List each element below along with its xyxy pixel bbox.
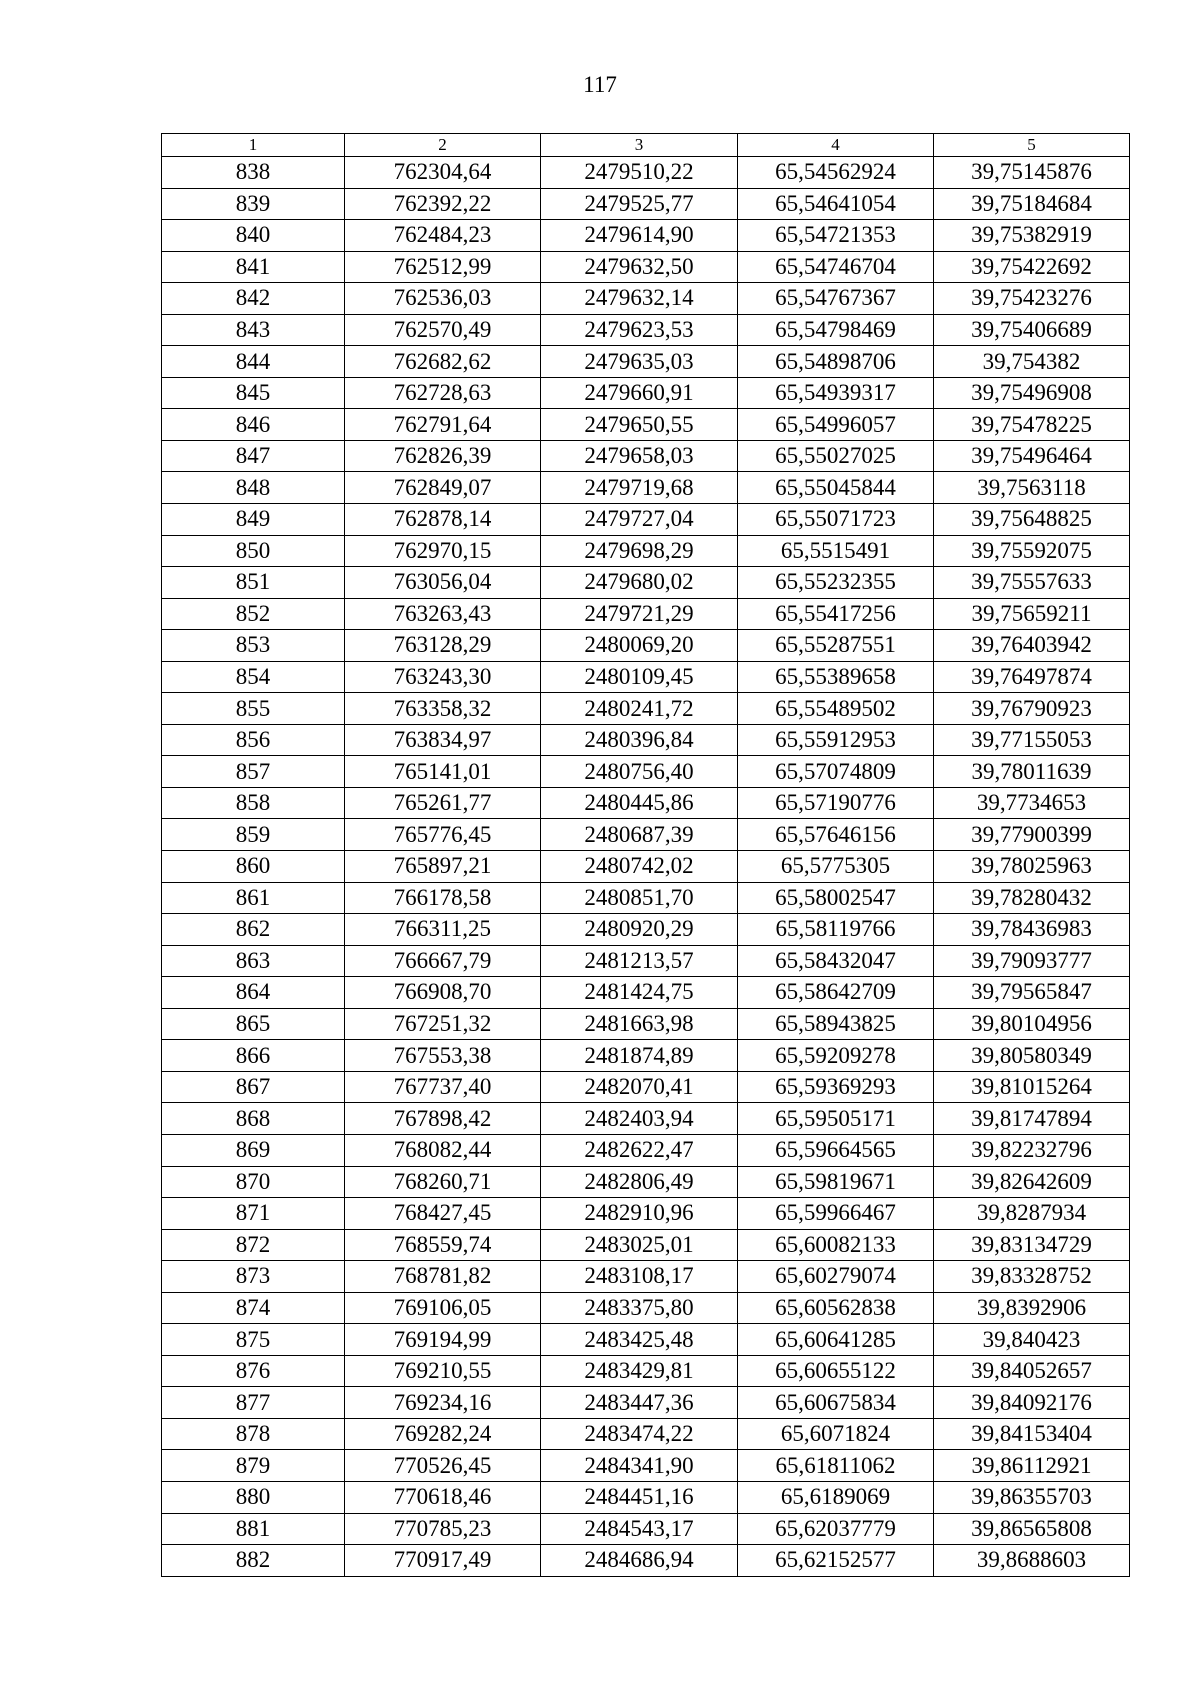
table-body bbox=[162, 157, 1130, 1577]
longitude-cell: 39,75496464 bbox=[934, 440, 1130, 472]
point-number-cell: 878 bbox=[162, 1418, 345, 1450]
x-coordinate-cell: 762826,39 bbox=[345, 440, 541, 472]
table-row bbox=[162, 945, 1130, 977]
y-coordinate-cell: 2480851,70 bbox=[541, 882, 738, 914]
latitude-cell: 65,55027025 bbox=[738, 440, 934, 472]
y-coordinate-cell: 2480742,02 bbox=[541, 851, 738, 883]
point-number-cell: 855 bbox=[162, 693, 345, 725]
table-row bbox=[162, 787, 1130, 819]
point-number-cell: 844 bbox=[162, 346, 345, 378]
longitude-cell: 39,75478225 bbox=[934, 409, 1130, 441]
table-row bbox=[162, 1418, 1130, 1450]
longitude-cell: 39,76790923 bbox=[934, 693, 1130, 725]
y-coordinate-cell: 2479658,03 bbox=[541, 440, 738, 472]
table-row bbox=[162, 1103, 1130, 1135]
y-coordinate-cell: 2479510,22 bbox=[541, 157, 738, 189]
longitude-cell: 39,75423276 bbox=[934, 283, 1130, 315]
x-coordinate-cell: 769106,05 bbox=[345, 1292, 541, 1324]
y-coordinate-cell: 2479719,68 bbox=[541, 472, 738, 504]
x-coordinate-cell: 765141,01 bbox=[345, 756, 541, 788]
table-row bbox=[162, 1292, 1130, 1324]
point-number-cell: 861 bbox=[162, 882, 345, 914]
column-header-4: 4 bbox=[738, 134, 934, 157]
latitude-cell: 65,55045844 bbox=[738, 472, 934, 504]
table-row bbox=[162, 598, 1130, 630]
latitude-cell: 65,60655122 bbox=[738, 1355, 934, 1387]
x-coordinate-cell: 762849,07 bbox=[345, 472, 541, 504]
table-row bbox=[162, 283, 1130, 315]
x-coordinate-cell: 767737,40 bbox=[345, 1071, 541, 1103]
point-number-cell: 879 bbox=[162, 1450, 345, 1482]
latitude-cell: 65,57190776 bbox=[738, 787, 934, 819]
table-row bbox=[162, 251, 1130, 283]
table-row bbox=[162, 1513, 1130, 1545]
x-coordinate-cell: 770917,49 bbox=[345, 1545, 541, 1577]
latitude-cell: 65,59209278 bbox=[738, 1040, 934, 1072]
longitude-cell: 39,78025963 bbox=[934, 851, 1130, 883]
table-row bbox=[162, 440, 1130, 472]
x-coordinate-cell: 766311,25 bbox=[345, 914, 541, 946]
longitude-cell: 39,754382 bbox=[934, 346, 1130, 378]
latitude-cell: 65,54767367 bbox=[738, 283, 934, 315]
point-number-cell: 843 bbox=[162, 314, 345, 346]
latitude-cell: 65,55071723 bbox=[738, 504, 934, 536]
table-header bbox=[162, 134, 1130, 157]
table-row bbox=[162, 1387, 1130, 1419]
y-coordinate-cell: 2479660,91 bbox=[541, 377, 738, 409]
longitude-cell: 39,75659211 bbox=[934, 598, 1130, 630]
latitude-cell: 65,57646156 bbox=[738, 819, 934, 851]
table-row bbox=[162, 157, 1130, 189]
x-coordinate-cell: 766908,70 bbox=[345, 977, 541, 1009]
latitude-cell: 65,60641285 bbox=[738, 1324, 934, 1356]
longitude-cell: 39,86565808 bbox=[934, 1513, 1130, 1545]
latitude-cell: 65,54898706 bbox=[738, 346, 934, 378]
x-coordinate-cell: 765897,21 bbox=[345, 851, 541, 883]
table-row bbox=[162, 1166, 1130, 1198]
longitude-cell: 39,78011639 bbox=[934, 756, 1130, 788]
latitude-cell: 65,58119766 bbox=[738, 914, 934, 946]
longitude-cell: 39,75557633 bbox=[934, 567, 1130, 599]
y-coordinate-cell: 2480069,20 bbox=[541, 630, 738, 662]
latitude-cell: 65,62037779 bbox=[738, 1513, 934, 1545]
y-coordinate-cell: 2480920,29 bbox=[541, 914, 738, 946]
table-row bbox=[162, 1355, 1130, 1387]
y-coordinate-cell: 2482806,49 bbox=[541, 1166, 738, 1198]
point-number-cell: 866 bbox=[162, 1040, 345, 1072]
table-row bbox=[162, 1324, 1130, 1356]
latitude-cell: 65,59819671 bbox=[738, 1166, 934, 1198]
latitude-cell: 65,55912953 bbox=[738, 724, 934, 756]
x-coordinate-cell: 767898,42 bbox=[345, 1103, 541, 1135]
longitude-cell: 39,77155053 bbox=[934, 724, 1130, 756]
table-row bbox=[162, 1198, 1130, 1230]
latitude-cell: 65,55489502 bbox=[738, 693, 934, 725]
y-coordinate-cell: 2482622,47 bbox=[541, 1134, 738, 1166]
table-row bbox=[162, 1008, 1130, 1040]
latitude-cell: 65,57074809 bbox=[738, 756, 934, 788]
table-row bbox=[162, 819, 1130, 851]
x-coordinate-cell: 768781,82 bbox=[345, 1261, 541, 1293]
x-coordinate-cell: 762536,03 bbox=[345, 283, 541, 315]
longitude-cell: 39,79093777 bbox=[934, 945, 1130, 977]
y-coordinate-cell: 2484341,90 bbox=[541, 1450, 738, 1482]
point-number-cell: 865 bbox=[162, 1008, 345, 1040]
point-number-cell: 880 bbox=[162, 1481, 345, 1513]
longitude-cell: 39,79565847 bbox=[934, 977, 1130, 1009]
table-row bbox=[162, 1545, 1130, 1577]
latitude-cell: 65,58642709 bbox=[738, 977, 934, 1009]
longitude-cell: 39,86355703 bbox=[934, 1481, 1130, 1513]
latitude-cell: 65,54996057 bbox=[738, 409, 934, 441]
header-row bbox=[162, 134, 1130, 157]
point-number-cell: 881 bbox=[162, 1513, 345, 1545]
point-number-cell: 846 bbox=[162, 409, 345, 441]
longitude-cell: 39,7563118 bbox=[934, 472, 1130, 504]
point-number-cell: 882 bbox=[162, 1545, 345, 1577]
table-row bbox=[162, 661, 1130, 693]
longitude-cell: 39,8392906 bbox=[934, 1292, 1130, 1324]
table-row bbox=[162, 693, 1130, 725]
point-number-cell: 845 bbox=[162, 377, 345, 409]
table-row bbox=[162, 409, 1130, 441]
y-coordinate-cell: 2483108,17 bbox=[541, 1261, 738, 1293]
longitude-cell: 39,75184684 bbox=[934, 188, 1130, 220]
x-coordinate-cell: 765261,77 bbox=[345, 787, 541, 819]
latitude-cell: 65,59966467 bbox=[738, 1198, 934, 1230]
longitude-cell: 39,86112921 bbox=[934, 1450, 1130, 1482]
x-coordinate-cell: 763263,43 bbox=[345, 598, 541, 630]
point-number-cell: 871 bbox=[162, 1198, 345, 1230]
longitude-cell: 39,75496908 bbox=[934, 377, 1130, 409]
table-row bbox=[162, 188, 1130, 220]
longitude-cell: 39,84052657 bbox=[934, 1355, 1130, 1387]
table-row bbox=[162, 882, 1130, 914]
latitude-cell: 65,61811062 bbox=[738, 1450, 934, 1482]
y-coordinate-cell: 2479650,55 bbox=[541, 409, 738, 441]
point-number-cell: 852 bbox=[162, 598, 345, 630]
latitude-cell: 65,5515491 bbox=[738, 535, 934, 567]
table-row bbox=[162, 567, 1130, 599]
point-number-cell: 856 bbox=[162, 724, 345, 756]
y-coordinate-cell: 2481874,89 bbox=[541, 1040, 738, 1072]
y-coordinate-cell: 2484451,16 bbox=[541, 1481, 738, 1513]
table-row bbox=[162, 314, 1130, 346]
x-coordinate-cell: 766178,58 bbox=[345, 882, 541, 914]
y-coordinate-cell: 2481213,57 bbox=[541, 945, 738, 977]
point-number-cell: 873 bbox=[162, 1261, 345, 1293]
x-coordinate-cell: 768559,74 bbox=[345, 1229, 541, 1261]
point-number-cell: 874 bbox=[162, 1292, 345, 1324]
column-header-1: 1 bbox=[162, 134, 345, 157]
latitude-cell: 65,60279074 bbox=[738, 1261, 934, 1293]
table-row bbox=[162, 1481, 1130, 1513]
x-coordinate-cell: 763128,29 bbox=[345, 630, 541, 662]
y-coordinate-cell: 2482910,96 bbox=[541, 1198, 738, 1230]
table-row bbox=[162, 1229, 1130, 1261]
longitude-cell: 39,82232796 bbox=[934, 1134, 1130, 1166]
y-coordinate-cell: 2479525,77 bbox=[541, 188, 738, 220]
longitude-cell: 39,84092176 bbox=[934, 1387, 1130, 1419]
y-coordinate-cell: 2482070,41 bbox=[541, 1071, 738, 1103]
x-coordinate-cell: 769282,24 bbox=[345, 1418, 541, 1450]
latitude-cell: 65,59505171 bbox=[738, 1103, 934, 1135]
x-coordinate-cell: 768260,71 bbox=[345, 1166, 541, 1198]
x-coordinate-cell: 762791,64 bbox=[345, 409, 541, 441]
table-row bbox=[162, 1071, 1130, 1103]
table-row bbox=[162, 1040, 1130, 1072]
latitude-cell: 65,55389658 bbox=[738, 661, 934, 693]
point-number-cell: 867 bbox=[162, 1071, 345, 1103]
point-number-cell: 847 bbox=[162, 440, 345, 472]
latitude-cell: 65,59369293 bbox=[738, 1071, 934, 1103]
longitude-cell: 39,76497874 bbox=[934, 661, 1130, 693]
point-number-cell: 858 bbox=[162, 787, 345, 819]
longitude-cell: 39,78436983 bbox=[934, 914, 1130, 946]
x-coordinate-cell: 770785,23 bbox=[345, 1513, 541, 1545]
y-coordinate-cell: 2481663,98 bbox=[541, 1008, 738, 1040]
point-number-cell: 850 bbox=[162, 535, 345, 567]
latitude-cell: 65,62152577 bbox=[738, 1545, 934, 1577]
longitude-cell: 39,84153404 bbox=[934, 1418, 1130, 1450]
y-coordinate-cell: 2481424,75 bbox=[541, 977, 738, 1009]
longitude-cell: 39,78280432 bbox=[934, 882, 1130, 914]
x-coordinate-cell: 762682,62 bbox=[345, 346, 541, 378]
point-number-cell: 842 bbox=[162, 283, 345, 315]
x-coordinate-cell: 769234,16 bbox=[345, 1387, 541, 1419]
y-coordinate-cell: 2479623,53 bbox=[541, 314, 738, 346]
longitude-cell: 39,82642609 bbox=[934, 1166, 1130, 1198]
y-coordinate-cell: 2484686,94 bbox=[541, 1545, 738, 1577]
point-number-cell: 872 bbox=[162, 1229, 345, 1261]
longitude-cell: 39,77900399 bbox=[934, 819, 1130, 851]
coordinates-table bbox=[161, 133, 1130, 1577]
longitude-cell: 39,840423 bbox=[934, 1324, 1130, 1356]
x-coordinate-cell: 766667,79 bbox=[345, 945, 541, 977]
longitude-cell: 39,8688603 bbox=[934, 1545, 1130, 1577]
x-coordinate-cell: 767251,32 bbox=[345, 1008, 541, 1040]
table-row bbox=[162, 1134, 1130, 1166]
table-row bbox=[162, 1261, 1130, 1293]
y-coordinate-cell: 2479727,04 bbox=[541, 504, 738, 536]
y-coordinate-cell: 2483025,01 bbox=[541, 1229, 738, 1261]
latitude-cell: 65,54939317 bbox=[738, 377, 934, 409]
latitude-cell: 65,55287551 bbox=[738, 630, 934, 662]
y-coordinate-cell: 2483474,22 bbox=[541, 1418, 738, 1450]
point-number-cell: 853 bbox=[162, 630, 345, 662]
table-row bbox=[162, 630, 1130, 662]
table-row bbox=[162, 346, 1130, 378]
point-number-cell: 848 bbox=[162, 472, 345, 504]
latitude-cell: 65,6071824 bbox=[738, 1418, 934, 1450]
longitude-cell: 39,7734653 bbox=[934, 787, 1130, 819]
y-coordinate-cell: 2479721,29 bbox=[541, 598, 738, 630]
x-coordinate-cell: 762304,64 bbox=[345, 157, 541, 189]
longitude-cell: 39,75382919 bbox=[934, 220, 1130, 252]
latitude-cell: 65,60562838 bbox=[738, 1292, 934, 1324]
y-coordinate-cell: 2483375,80 bbox=[541, 1292, 738, 1324]
y-coordinate-cell: 2480396,84 bbox=[541, 724, 738, 756]
x-coordinate-cell: 769194,99 bbox=[345, 1324, 541, 1356]
point-number-cell: 864 bbox=[162, 977, 345, 1009]
longitude-cell: 39,8287934 bbox=[934, 1198, 1130, 1230]
point-number-cell: 838 bbox=[162, 157, 345, 189]
x-coordinate-cell: 765776,45 bbox=[345, 819, 541, 851]
longitude-cell: 39,83328752 bbox=[934, 1261, 1130, 1293]
x-coordinate-cell: 768427,45 bbox=[345, 1198, 541, 1230]
latitude-cell: 65,55417256 bbox=[738, 598, 934, 630]
table-row bbox=[162, 756, 1130, 788]
x-coordinate-cell: 762728,63 bbox=[345, 377, 541, 409]
y-coordinate-cell: 2483429,81 bbox=[541, 1355, 738, 1387]
x-coordinate-cell: 762392,22 bbox=[345, 188, 541, 220]
table-row bbox=[162, 914, 1130, 946]
point-number-cell: 841 bbox=[162, 251, 345, 283]
latitude-cell: 65,5775305 bbox=[738, 851, 934, 883]
latitude-cell: 65,60082133 bbox=[738, 1229, 934, 1261]
point-number-cell: 868 bbox=[162, 1103, 345, 1135]
longitude-cell: 39,75648825 bbox=[934, 504, 1130, 536]
point-number-cell: 849 bbox=[162, 504, 345, 536]
y-coordinate-cell: 2480445,86 bbox=[541, 787, 738, 819]
latitude-cell: 65,54562924 bbox=[738, 157, 934, 189]
longitude-cell: 39,80580349 bbox=[934, 1040, 1130, 1072]
y-coordinate-cell: 2479698,29 bbox=[541, 535, 738, 567]
latitude-cell: 65,60675834 bbox=[738, 1387, 934, 1419]
x-coordinate-cell: 769210,55 bbox=[345, 1355, 541, 1387]
point-number-cell: 876 bbox=[162, 1355, 345, 1387]
y-coordinate-cell: 2479614,90 bbox=[541, 220, 738, 252]
y-coordinate-cell: 2480687,39 bbox=[541, 819, 738, 851]
table-row bbox=[162, 977, 1130, 1009]
column-header-2: 2 bbox=[345, 134, 541, 157]
column-header-5: 5 bbox=[934, 134, 1130, 157]
point-number-cell: 862 bbox=[162, 914, 345, 946]
table-row bbox=[162, 504, 1130, 536]
latitude-cell: 65,58002547 bbox=[738, 882, 934, 914]
table-row bbox=[162, 377, 1130, 409]
longitude-cell: 39,81015264 bbox=[934, 1071, 1130, 1103]
x-coordinate-cell: 762878,14 bbox=[345, 504, 541, 536]
y-coordinate-cell: 2484543,17 bbox=[541, 1513, 738, 1545]
point-number-cell: 869 bbox=[162, 1134, 345, 1166]
x-coordinate-cell: 770618,46 bbox=[345, 1481, 541, 1513]
page-number: 117 bbox=[583, 72, 617, 97]
point-number-cell: 854 bbox=[162, 661, 345, 693]
longitude-cell: 39,76403942 bbox=[934, 630, 1130, 662]
x-coordinate-cell: 762570,49 bbox=[345, 314, 541, 346]
y-coordinate-cell: 2479635,03 bbox=[541, 346, 738, 378]
longitude-cell: 39,83134729 bbox=[934, 1229, 1130, 1261]
table-row bbox=[162, 220, 1130, 252]
point-number-cell: 870 bbox=[162, 1166, 345, 1198]
x-coordinate-cell: 770526,45 bbox=[345, 1450, 541, 1482]
y-coordinate-cell: 2483425,48 bbox=[541, 1324, 738, 1356]
point-number-cell: 863 bbox=[162, 945, 345, 977]
x-coordinate-cell: 763243,30 bbox=[345, 661, 541, 693]
latitude-cell: 65,54721353 bbox=[738, 220, 934, 252]
latitude-cell: 65,58943825 bbox=[738, 1008, 934, 1040]
x-coordinate-cell: 763056,04 bbox=[345, 567, 541, 599]
x-coordinate-cell: 762970,15 bbox=[345, 535, 541, 567]
x-coordinate-cell: 768082,44 bbox=[345, 1134, 541, 1166]
table-row bbox=[162, 724, 1130, 756]
table-row bbox=[162, 851, 1130, 883]
x-coordinate-cell: 763358,32 bbox=[345, 693, 541, 725]
latitude-cell: 65,55232355 bbox=[738, 567, 934, 599]
point-number-cell: 839 bbox=[162, 188, 345, 220]
y-coordinate-cell: 2482403,94 bbox=[541, 1103, 738, 1135]
y-coordinate-cell: 2479680,02 bbox=[541, 567, 738, 599]
point-number-cell: 860 bbox=[162, 851, 345, 883]
latitude-cell: 65,54641054 bbox=[738, 188, 934, 220]
table-row bbox=[162, 472, 1130, 504]
column-header-3: 3 bbox=[541, 134, 738, 157]
longitude-cell: 39,80104956 bbox=[934, 1008, 1130, 1040]
point-number-cell: 877 bbox=[162, 1387, 345, 1419]
point-number-cell: 851 bbox=[162, 567, 345, 599]
latitude-cell: 65,59664565 bbox=[738, 1134, 934, 1166]
point-number-cell: 840 bbox=[162, 220, 345, 252]
table-row bbox=[162, 1450, 1130, 1482]
longitude-cell: 39,75422692 bbox=[934, 251, 1130, 283]
x-coordinate-cell: 762484,23 bbox=[345, 220, 541, 252]
latitude-cell: 65,54746704 bbox=[738, 251, 934, 283]
point-number-cell: 859 bbox=[162, 819, 345, 851]
point-number-cell: 875 bbox=[162, 1324, 345, 1356]
longitude-cell: 39,75145876 bbox=[934, 157, 1130, 189]
y-coordinate-cell: 2483447,36 bbox=[541, 1387, 738, 1419]
y-coordinate-cell: 2480109,45 bbox=[541, 661, 738, 693]
x-coordinate-cell: 763834,97 bbox=[345, 724, 541, 756]
longitude-cell: 39,81747894 bbox=[934, 1103, 1130, 1135]
x-coordinate-cell: 762512,99 bbox=[345, 251, 541, 283]
x-coordinate-cell: 767553,38 bbox=[345, 1040, 541, 1072]
longitude-cell: 39,75406689 bbox=[934, 314, 1130, 346]
latitude-cell: 65,54798469 bbox=[738, 314, 934, 346]
latitude-cell: 65,6189069 bbox=[738, 1481, 934, 1513]
y-coordinate-cell: 2480241,72 bbox=[541, 693, 738, 725]
y-coordinate-cell: 2479632,14 bbox=[541, 283, 738, 315]
table-row bbox=[162, 535, 1130, 567]
point-number-cell: 857 bbox=[162, 756, 345, 788]
longitude-cell: 39,75592075 bbox=[934, 535, 1130, 567]
latitude-cell: 65,58432047 bbox=[738, 945, 934, 977]
y-coordinate-cell: 2480756,40 bbox=[541, 756, 738, 788]
y-coordinate-cell: 2479632,50 bbox=[541, 251, 738, 283]
